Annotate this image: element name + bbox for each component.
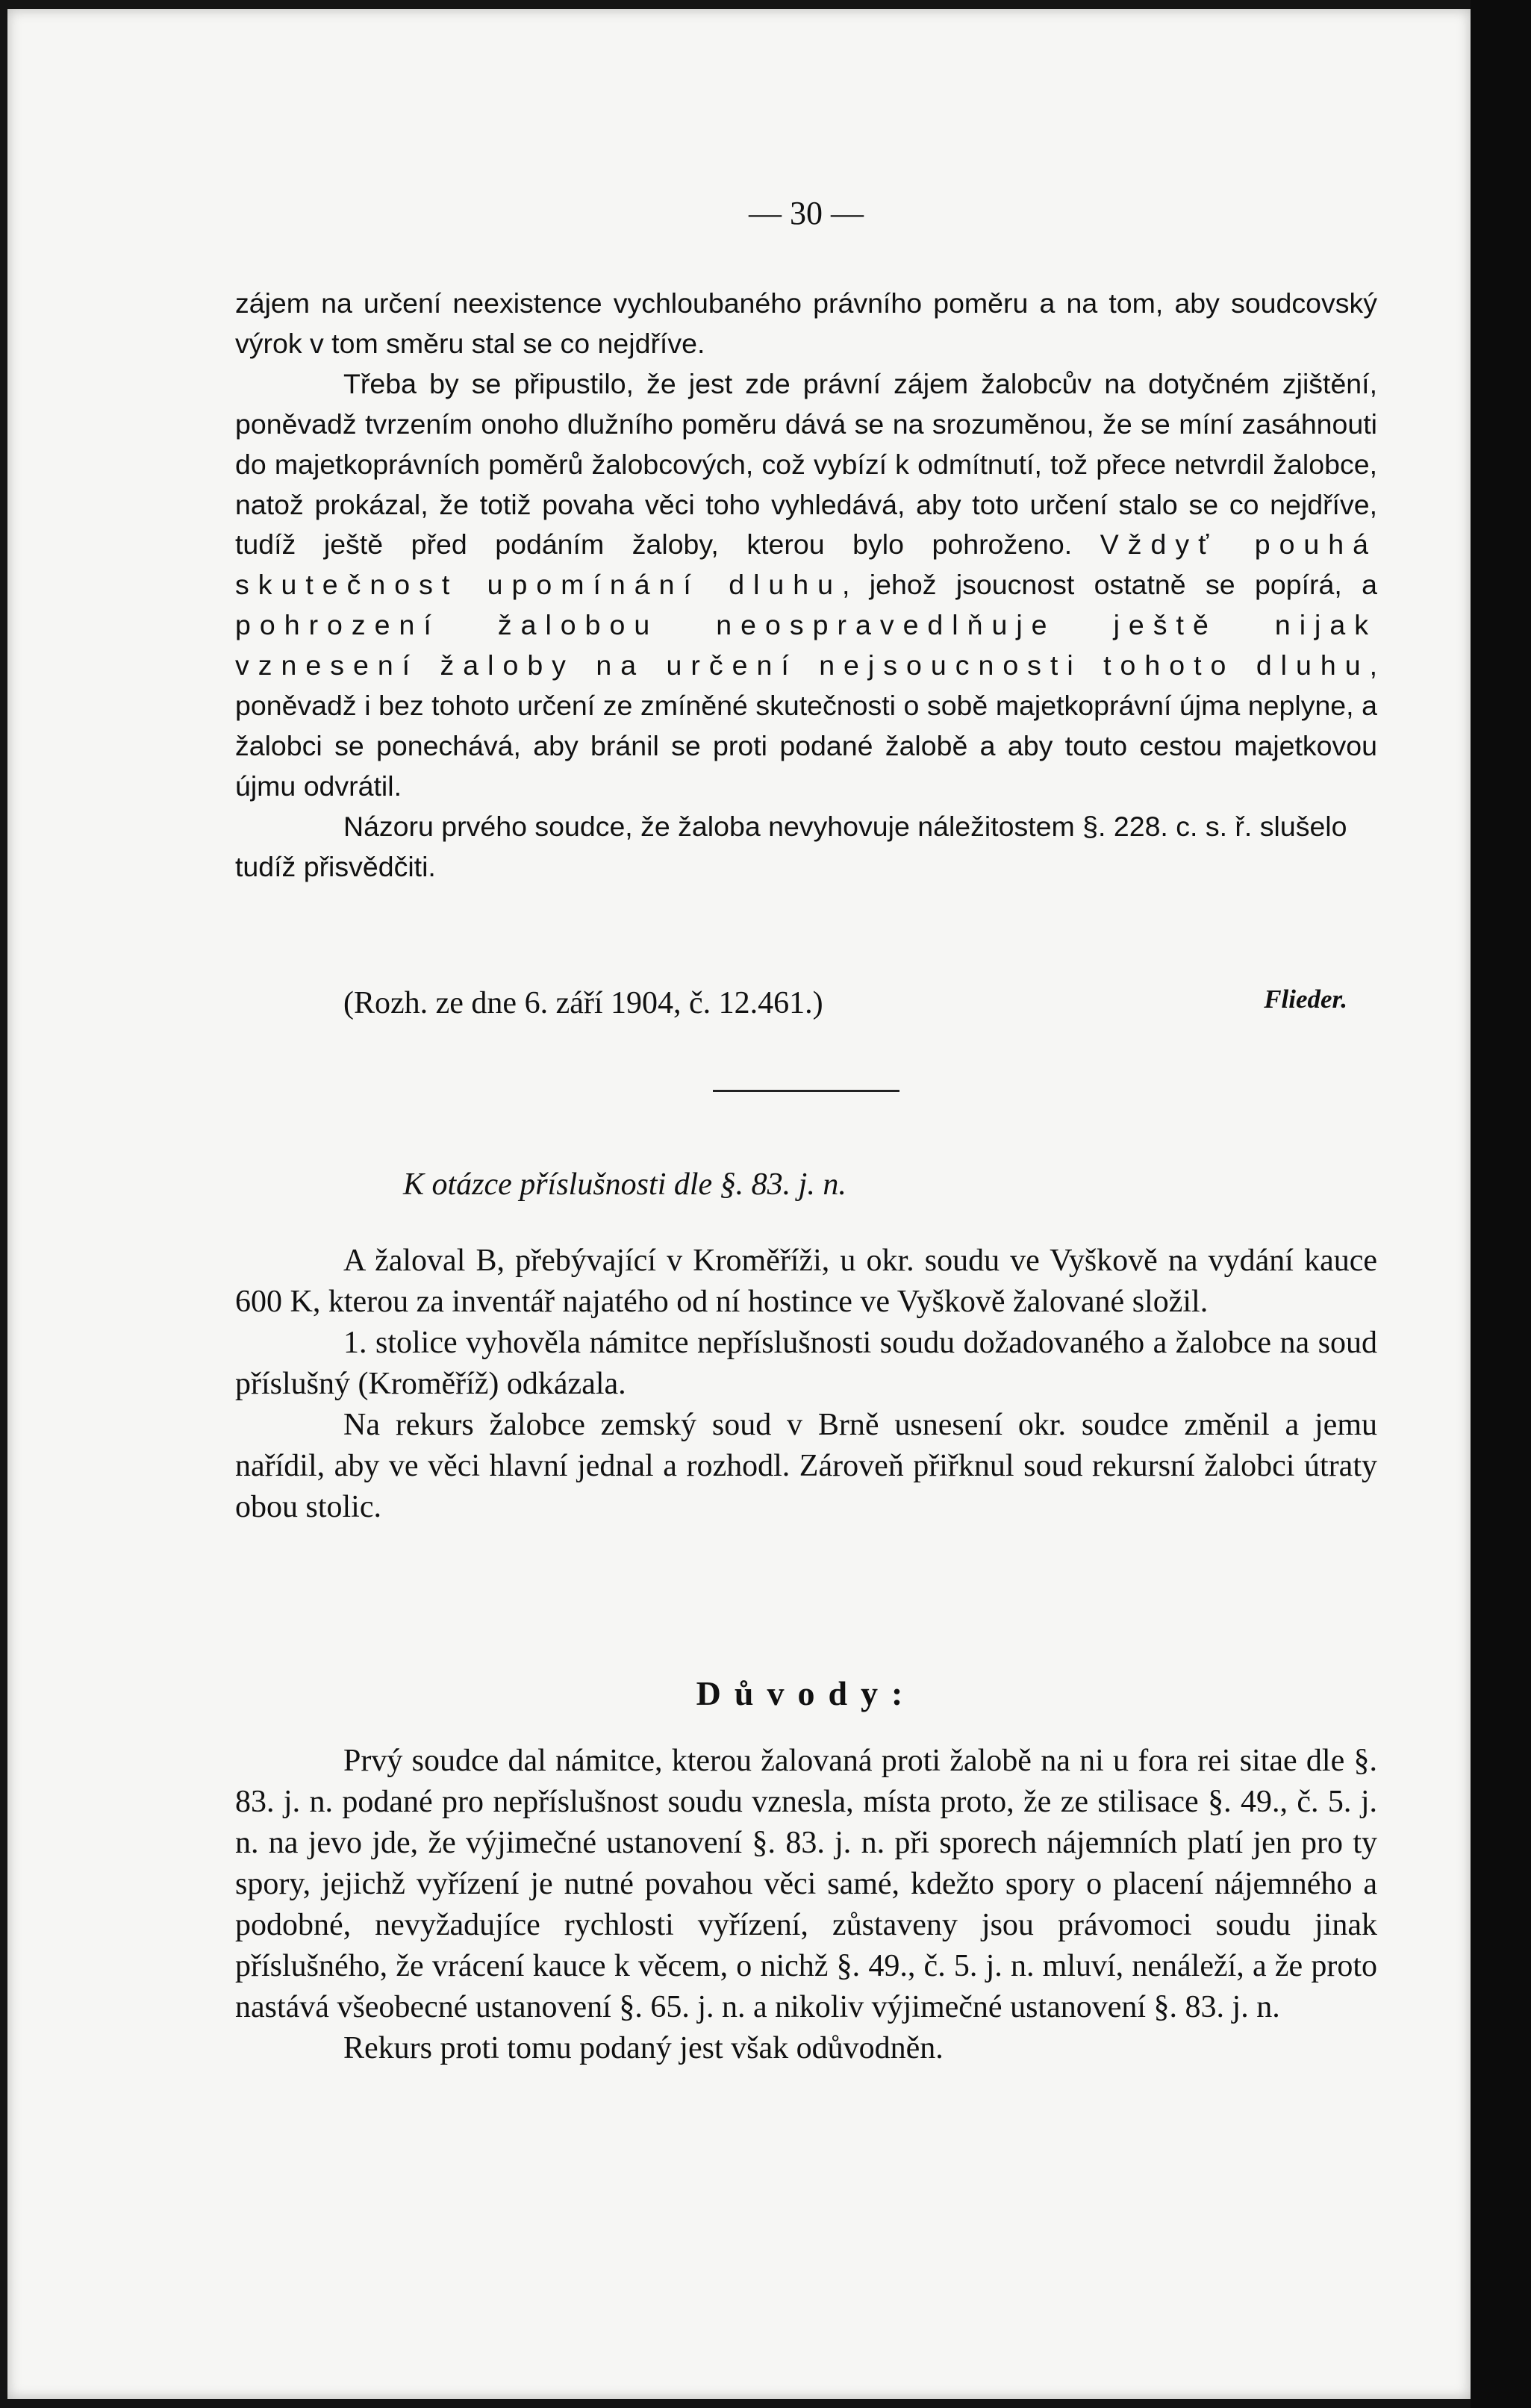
facts-paragraph-1: A žaloval B, přebývající v Kroměříži, u okr. soudu ve Vyškově na vydání kauce 600 K, kterou za inventář najatého od ní hostince ve Vyškově žalované složil. bbox=[235, 1244, 1377, 1319]
reasons-paragraph-2: Rekurs proti tomu podaný jest však odůvodněn. bbox=[343, 2031, 944, 2065]
facts-paragraph-3: Na rekurs žalobce zemský soud v Brně usnesení okr. soudce změnil a jemu nařídil, aby ve věci hlavní jednal a rozhodl. Zároveň přiřknul soud rekursní žalobci útraty obou stolic. bbox=[235, 1408, 1377, 1524]
emphasis-spaced-2: pohrození žalobou neospravedlňuje ještě nijak vznesení žaloby na určení nejsoucnosti tohoto dluhu bbox=[235, 609, 1377, 681]
paragraph-conclusion: Názoru prvého soudce, že žaloba nevyhovuje náležitostem §. 228. c. s. ř. slušelo tudíž přisvědčiti. bbox=[235, 810, 1347, 882]
section-divider bbox=[713, 1090, 899, 1092]
argument-text-end: , poněvadž i bez tohoto určení ze zmíněné skutečnosti o sobě majetkoprávní újma neplyne, a žalobci se ponechává, aby bránil se proti podané žalobě a aby touto cestou majetkovou újmu odvrátil. bbox=[235, 649, 1377, 802]
reasons-heading: Důvody: bbox=[696, 1674, 917, 1712]
section-heading: K otázce příslušnosti dle §. 83. j. n. bbox=[403, 1167, 846, 1202]
decision-citation: (Rozh. ze dne 6. září 1904, č. 12.461.) bbox=[343, 986, 823, 1020]
scan-edge bbox=[1471, 0, 1531, 2408]
continued-ruling-text bbox=[235, 284, 1377, 888]
page-number: — 30 — bbox=[749, 195, 864, 231]
case-facts bbox=[235, 1241, 1377, 1528]
paragraph-interest: zájem na určení neexistence vychloubaného právního poměru a na tom, aby soudcovský výrok v tom směru stal se co nejdříve. bbox=[235, 287, 1377, 359]
document-page bbox=[7, 9, 1471, 2399]
reasons-text bbox=[235, 1741, 1377, 2069]
emphasis-spaced-1: Vždyť pouhá skutečnost upomínání dluhu bbox=[235, 528, 1377, 601]
facts-paragraph-2: 1. stolice vyhověla námitce nepříslušnosti soudu dožadovaného a žalobce na soud příslušný (Kroměříž) odkázala. bbox=[235, 1326, 1377, 1401]
argument-text-start: Třeba by se připustilo, že jest zde právní zájem žalobcův na dotyčném zjištění, poněvadž tvrzením onoho dlužního poměru dává se na srozuměnou, že se míní zasáhnouti do majetkoprávních poměrů žalobcových, což vybízí k odmítnutí, tož přece netvrdil žalobce, natož prokázal, že totiž povaha věci toho vyhledává, aby toto určení stalo se co nejdříve, tudíž ještě před podáním žaloby, kterou bylo pohroženo. bbox=[235, 367, 1377, 561]
author-signature: Flieder. bbox=[1264, 985, 1347, 1014]
argument-text-mid: , jehož jsoucnost ostatně se popírá, a bbox=[842, 569, 1377, 601]
paragraph-argument bbox=[235, 364, 1377, 807]
reasons-paragraph-1: Prvý soudce dal námitce, kterou žalovaná proti žalobě na ni u fora rei sitae dle §. 83. j. n. podané pro nepříslušnost soudu vznesla, místa proto, že ze stilisace §. 49., č. 5. j. n. na jevo jde, že výjimečné ustanovení §. 83. j. n. při sporech nájemních platí jen pro ty spory, jejichž vyřízení je nutné povahou věci samé, kdežto spory o placení nájemného a podobné, nevyžadujíce rychlosti vyřízení, zůstaveny jsou právomoci soudu jinak příslušného, že vrácení kauce k věcem, o nichž §. 49., č. 5. j. n. mluví, nenáleží, a že proto nastává všeobecné ustanovení §. 65. j. n. a nikoliv výjimečné ustanovení §. 83. j. n. bbox=[235, 1744, 1377, 2024]
